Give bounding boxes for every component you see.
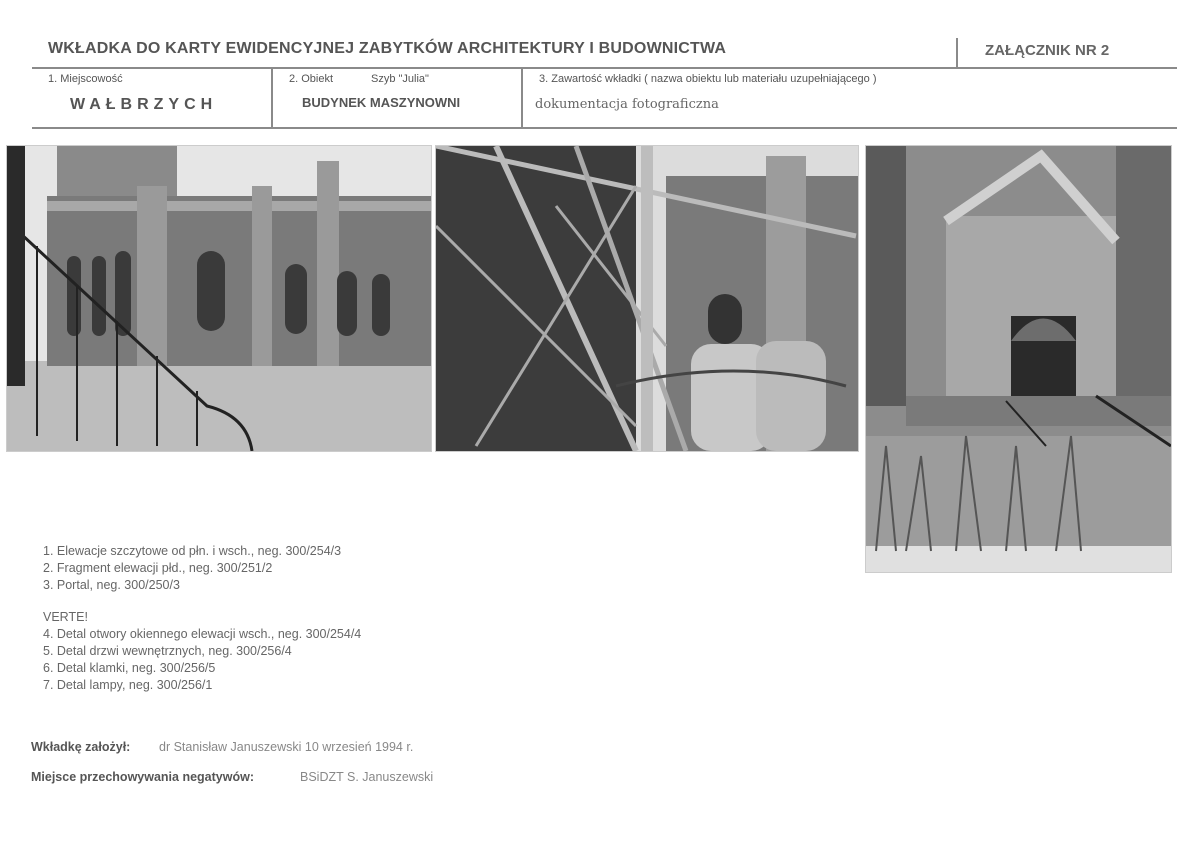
field-divider-2: [521, 68, 523, 128]
verte-item-7: 7. Detal lampy, neg. 300/256/1: [43, 678, 213, 692]
content-label: 3. Zawartość wkładki ( nazwa obiektu lub materiału uzupełniającego ): [539, 73, 877, 85]
place-label: 1. Miejscowość: [48, 73, 123, 85]
photo-3-portal: [865, 145, 1172, 573]
caption-2: 2. Fragment elewacji płd., neg. 300/251/2: [43, 561, 273, 575]
storage-value: BSiDZT S. Januszewski: [300, 770, 434, 784]
header-rule: [32, 67, 1177, 69]
header-divider: [956, 38, 958, 68]
verte-item-4: 4. Detal otwory okiennego elewacji wsch., neg. 300/254/4: [43, 627, 362, 641]
photo-2-headframe: [435, 145, 859, 452]
caption-3: 3. Portal, neg. 300/250/3: [43, 578, 180, 592]
annex-number: ZAŁĄCZNIK NR 2: [985, 42, 1110, 59]
fields-rule: [32, 127, 1177, 129]
verte-item-5: 5. Detal drzwi wewnętrznych, neg. 300/256/4: [43, 644, 292, 658]
place-value: WAŁBRZYCH: [70, 96, 218, 113]
photo-1-image: [7, 146, 431, 451]
object-value: BUDYNEK MASZYNOWNI: [302, 95, 461, 110]
photo-1-building-facade: [6, 145, 432, 452]
object-label: 2. Obiekt: [289, 73, 334, 85]
verte-title: VERTE!: [43, 610, 88, 624]
photo-3-image: [866, 146, 1171, 572]
author-value: dr Stanisław Januszewski 10 wrzesień 1994 r.: [159, 740, 414, 754]
caption-1: 1. Elewacje szczytowe od płn. i wsch., neg. 300/254/3: [43, 544, 342, 558]
field-divider-1: [271, 68, 273, 128]
author-label: Wkładkę założył:: [31, 740, 131, 754]
content-value: dokumentacja fotograficzna: [535, 97, 719, 112]
verte-item-6: 6. Detal klamki, neg. 300/256/5: [43, 661, 216, 675]
photo-2-image: [436, 146, 858, 451]
document-title: WKŁADKA DO KARTY EWIDENCYJNEJ ZABYTKÓW ARCHITEKTURY I BUDOWNICTWA: [48, 40, 727, 57]
object-name: Szyb "Julia": [371, 73, 429, 85]
storage-label: Miejsce przechowywania negatywów:: [31, 770, 254, 784]
